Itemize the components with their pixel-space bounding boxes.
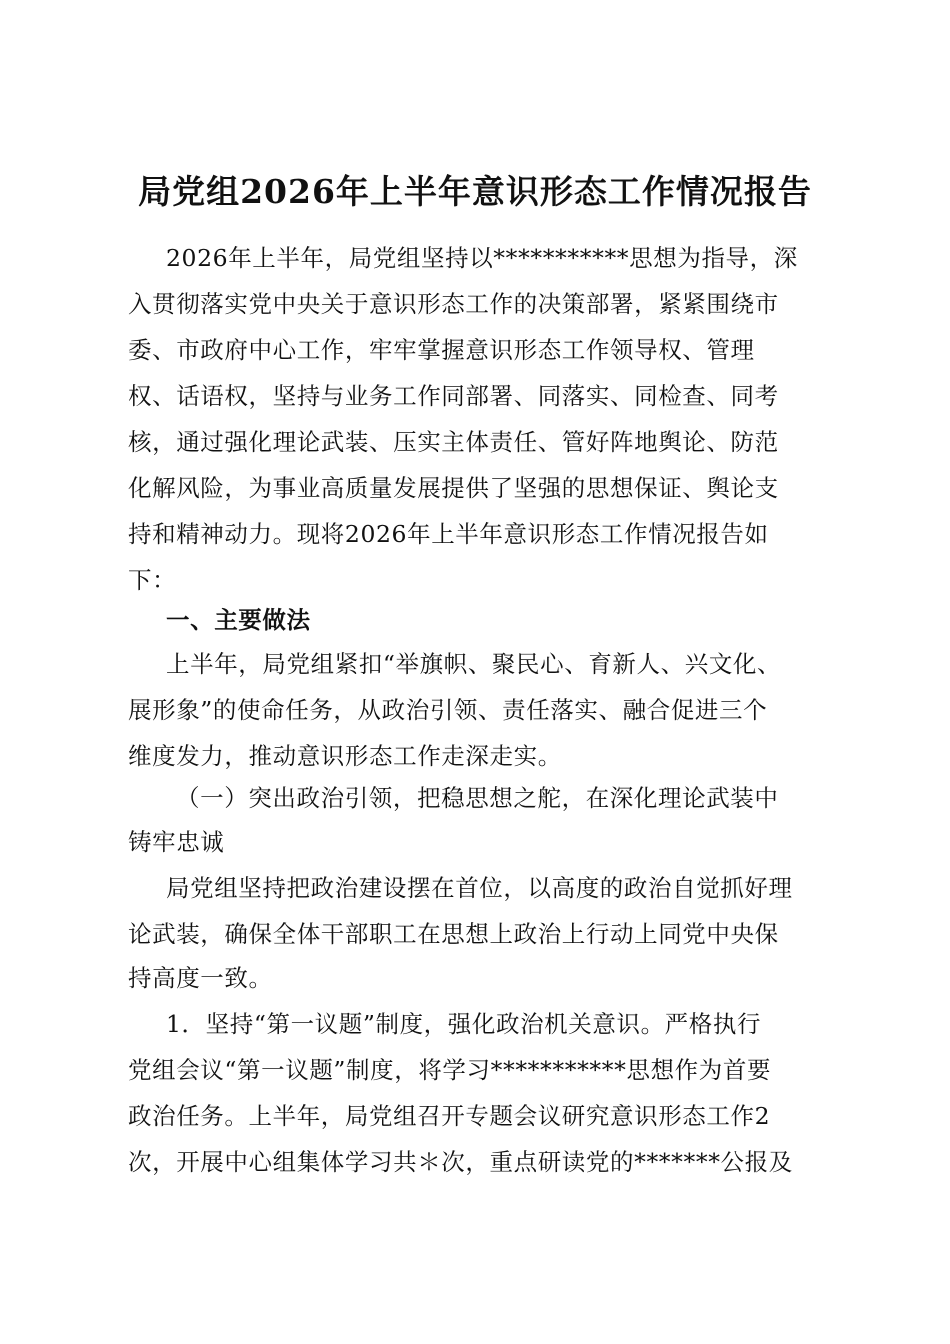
section-heading: 一、主要做法 xyxy=(166,606,311,634)
paragraph-line: 局党组坚持把政治建设摆在首位，以高度的政治自觉抓好理 xyxy=(166,874,793,902)
paragraph-line: 次，开展中心组集体学习共＊次，重点研读党的*******公报及 xyxy=(128,1148,793,1176)
paragraph-line: 委、市政府中心工作，牢牢掌握意识形态工作领导权、管理 xyxy=(128,336,755,364)
paragraph-line: 1．坚持“第一议题”制度，强化政治机关意识。严格执行 xyxy=(166,1010,762,1038)
paragraph-line: 入贯彻落实党中央关于意识形态工作的决策部署，紧紧围绕市 xyxy=(128,290,779,318)
paragraph-line: 持和精神动力。现将2026年上半年意识形态工作情况报告如 xyxy=(128,520,769,548)
paragraph-line: 核，通过强化理论武装、压实主体责任、管好阵地舆论、防范 xyxy=(128,428,779,456)
paragraph-line: 2026年上半年，局党组坚持以***********思想为指导，深 xyxy=(166,244,798,272)
subsection-heading: （一）突出政治引领，把稳思想之舵，在深化理论武装中 xyxy=(176,784,779,812)
paragraph-line: 党组会议“第一议题”制度，将学习***********思想作为首要 xyxy=(128,1056,772,1084)
document-title: 局党组2026年上半年意识形态工作情况报告 xyxy=(138,172,812,211)
paragraph-line: 论武装，确保全体干部职工在思想上政治上行动上同党中央保 xyxy=(128,920,779,948)
paragraph-line: 权、话语权，坚持与业务工作同部署、同落实、同检查、同考 xyxy=(128,382,779,410)
paragraph-line: 展形象”的使命任务，从政治引领、责任落实、融合促进三个 xyxy=(128,696,768,724)
paragraph-line: 上半年，局党组紧扣“举旗帜、聚民心、育新人、兴文化、 xyxy=(166,650,782,678)
subsection-heading-continued: 铸牢忠诚 xyxy=(128,828,225,856)
paragraph-line: 维度发力，推动意识形态工作走深走实。 xyxy=(128,742,562,770)
paragraph-line: 下： xyxy=(128,566,177,594)
paragraph-line: 化解风险，为事业高质量发展提供了坚强的思想保证、舆论支 xyxy=(128,474,779,502)
paragraph-line: 持高度一致。 xyxy=(128,964,273,992)
paragraph-line: 政治任务。上半年，局党组召开专题会议研究意识形态工作2 xyxy=(128,1102,771,1130)
